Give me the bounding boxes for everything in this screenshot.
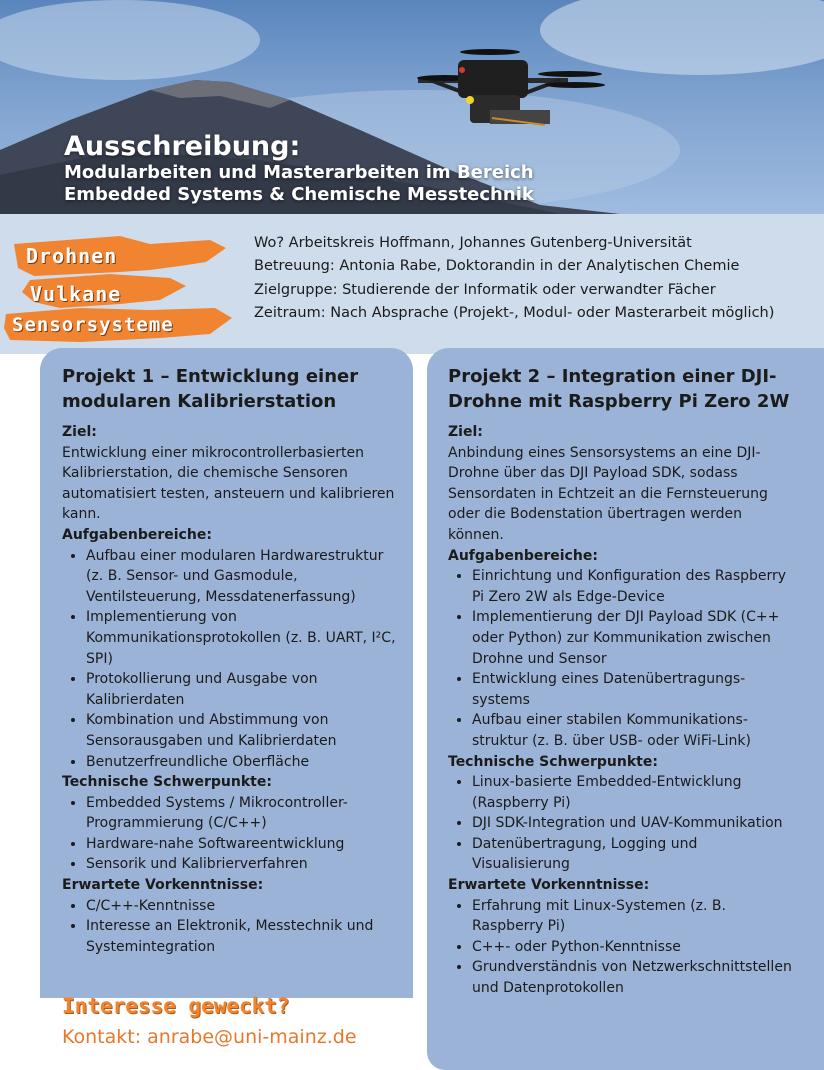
- list-item: • C++- oder Python-Kenntnisse: [472, 937, 798, 958]
- list-item: • Protokollierung und Ausgabe von Kalibrierdaten: [86, 669, 402, 710]
- project2-vork-list: [448, 896, 798, 999]
- list-item: • C/C++-Kenntnisse: [86, 896, 402, 917]
- project1-ziel: Entwicklung einer mikrocontrollerbasierten Kalibrierstation, die chemische Sensoren automatisiert testen, ansteuern und kalibrieren kann.: [62, 444, 395, 523]
- project2-aufgaben-label: Aufgabenbereiche:: [448, 547, 598, 564]
- list-item: • Kombination und Abstimmung von Sensorausgaben und Kalibrierdaten: [86, 710, 402, 751]
- project1-aufgaben-label: Aufgabenbereiche:: [62, 526, 212, 543]
- page-subtitle-1: Modularbeiten und Masterarbeiten im Bereich: [64, 162, 534, 183]
- list-item: • Hardware-nahe Softwareentwicklung: [86, 834, 402, 855]
- project2-tech-label: Technische Schwerpunkte:: [448, 753, 658, 770]
- hero-banner: [0, 0, 824, 214]
- project2-vork-label: Erwartete Vorkenntnisse:: [448, 877, 650, 894]
- list-item: • Aufbau einer stabilen Kommunikations-struktur (z. B. über USB- oder WiFi-Link): [472, 710, 798, 751]
- page-title: Ausschreibung:: [64, 131, 301, 162]
- info-list: [254, 232, 774, 325]
- info-target-group: Zielgruppe: Studierende der Informatik oder verwandter Fächer: [254, 281, 716, 298]
- list-item: • Datenübertragung, Logging und Visualisierung: [472, 834, 798, 875]
- list-item: • Grundverständnis von Netzwerkschnittstellen und Datenprotokollen: [472, 957, 798, 998]
- page-subtitle-2: Embedded Systems & Chemische Messtechnik: [64, 184, 534, 205]
- project1-vork-list: [62, 896, 402, 958]
- project2-title: Projekt 2 – Integration einer DJI-Drohne mit Raspberry Pi Zero 2W: [448, 366, 790, 412]
- contact-email[interactable]: Kontakt: anrabe@uni-mainz.de: [62, 1026, 357, 1048]
- hero-title-block: [64, 132, 534, 206]
- list-item: • Erfahrung mit Linux-Systemen (z. B. Raspberry Pi): [472, 896, 798, 937]
- list-item: • Sensorik und Kalibrierverfahren: [86, 854, 402, 875]
- tag-drohnen: Drohnen: [26, 244, 118, 268]
- project2-tech-list: [448, 772, 798, 875]
- project1-content: [62, 364, 402, 957]
- info-supervision: Betreuung: Antonia Rabe, Doktorandin in der Analytischen Chemie: [254, 258, 740, 275]
- list-item: • Benutzerfreundliche Oberfläche: [86, 752, 402, 773]
- project1-vork-label: Erwartete Vorkenntnisse:: [62, 877, 264, 894]
- info-location: Wo? Arbeitskreis Hoffmann, Johannes Gutenberg-Universität: [254, 235, 692, 251]
- contact-question: Interesse geweckt?: [62, 994, 290, 1018]
- project1-tech-list: [62, 793, 402, 875]
- tag-sensorsysteme: Sensorsysteme: [12, 314, 174, 336]
- project1-ziel-label: Ziel:: [62, 424, 97, 440]
- list-item: • DJI SDK-Integration und UAV-Kommunikation: [472, 813, 798, 834]
- project1-tech-label: Technische Schwerpunkte:: [62, 774, 272, 791]
- list-item: • Interesse an Elektronik, Messtechnik und Systemintegration: [86, 916, 402, 957]
- project2-ziel: Anbindung eines Sensorsystems an eine DJI-Drohne über das DJI Payload SDK, sodass Sensordaten in Echtzeit an die Fernsteuerung oder die Bodenstation übertragen werden können.: [448, 444, 768, 543]
- project2-content: [448, 364, 798, 999]
- list-item: • Embedded Systems / Mikrocontroller-Programmierung (C/C++): [86, 793, 402, 834]
- list-item: • Implementierung von Kommunikationsprotokollen (z. B. UART, I²C, SPI): [86, 607, 402, 669]
- list-item: • Aufbau einer modularen Hardwarestruktur (z. B. Sensor- und Gasmodule, Ventilsteuerung, Messdatenerfassung): [86, 546, 402, 608]
- project2-aufgaben-list: [448, 566, 798, 751]
- project2-ziel-label: Ziel:: [448, 424, 483, 440]
- project1-title: Projekt 1 – Entwicklung einer modularen Kalibrierstation: [62, 366, 359, 412]
- list-item: • Implementierung der DJI Payload SDK (C++ oder Python) zur Kommunikation zwischen Drohne und Sensor: [472, 607, 798, 669]
- project1-aufgaben-list: [62, 546, 402, 773]
- list-item: • Einrichtung und Konfiguration des Raspberry Pi Zero 2W als Edge-Device: [472, 566, 798, 607]
- info-timeframe: Zeitraum: Nach Absprache (Projekt-, Modul- oder Masterarbeit möglich): [254, 304, 775, 321]
- list-item: • Linux-basierte Embedded-Entwicklung (Raspberry Pi): [472, 772, 798, 813]
- contact-block: [62, 994, 357, 1048]
- tag-vulkane: Vulkane: [30, 282, 122, 306]
- list-item: • Entwicklung eines Datenübertragungs-systems: [472, 669, 798, 710]
